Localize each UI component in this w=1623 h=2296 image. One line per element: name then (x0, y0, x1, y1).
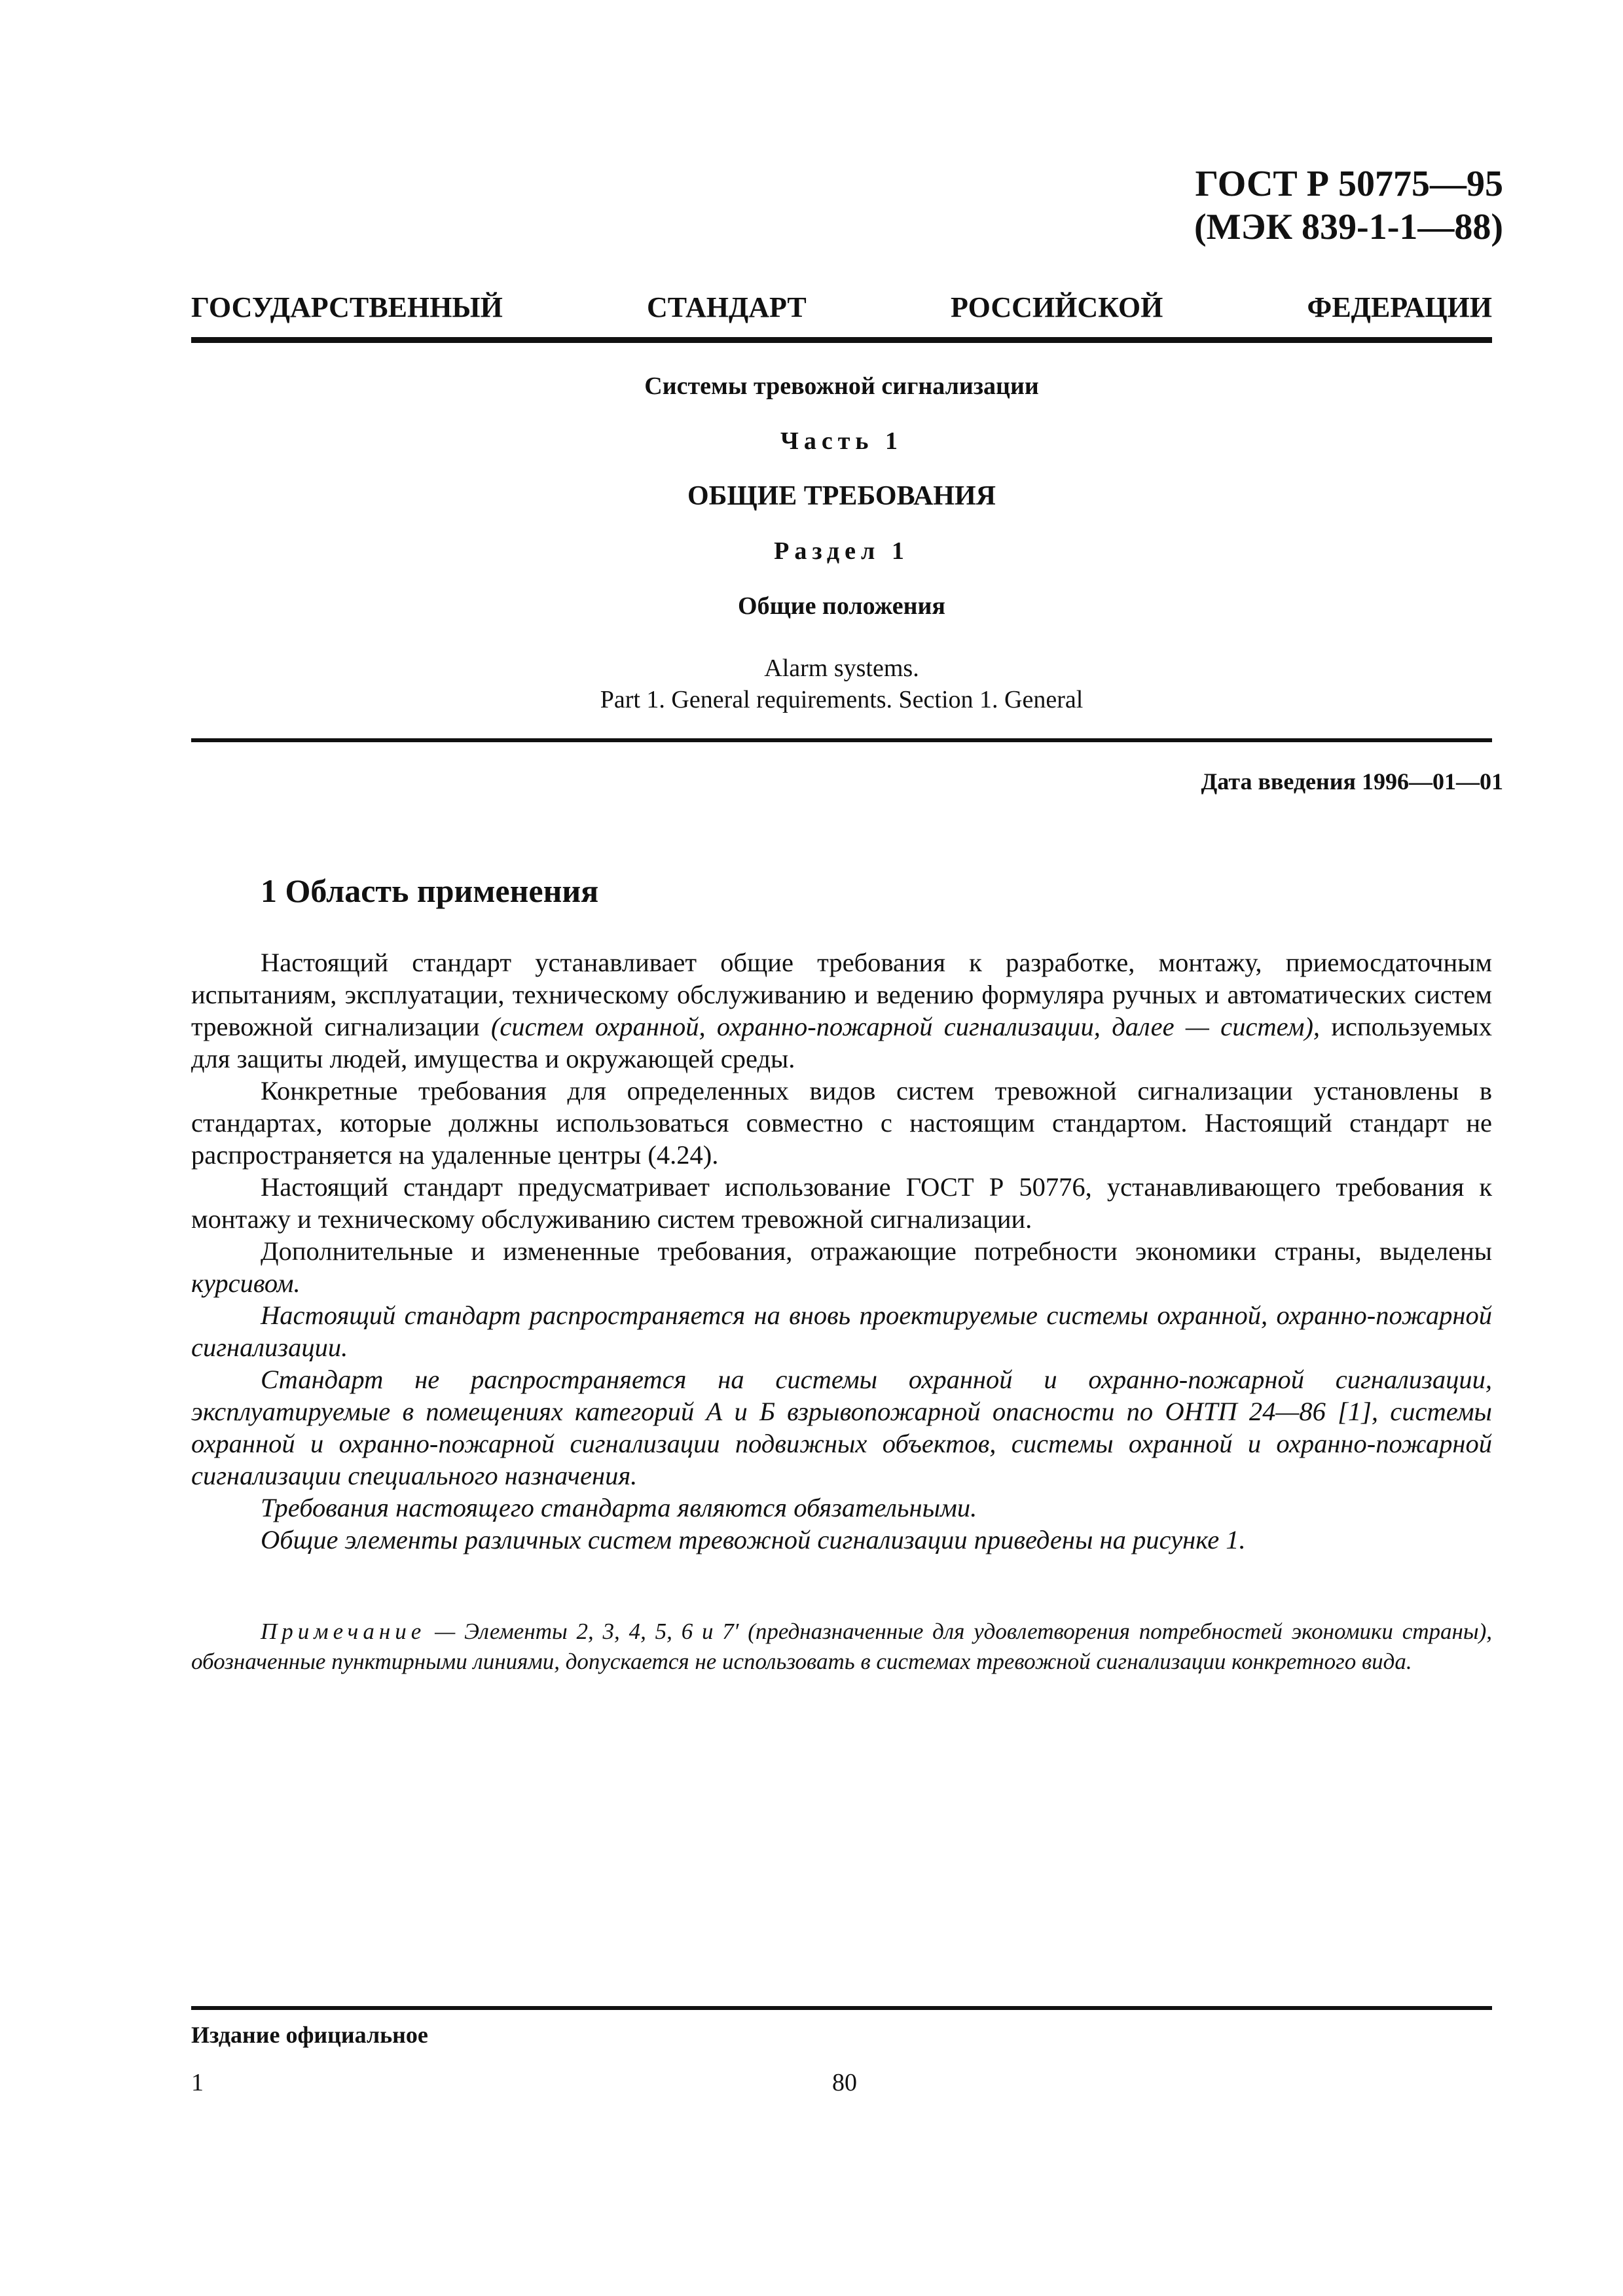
english-title-line-2: Part 1. General requirements. Section 1. General (600, 686, 1084, 713)
paragraph-2: Конкретные требования для определенных видов систем тревожной сигнализации установлены в стандартах, которые должны использоваться совместно с настоящим стандартом. Настоящий стандарт не распространяется на удаленные центры (4.24). (191, 1076, 1492, 1170)
title-general: Общие положения (738, 592, 945, 620)
section-heading: 1 Область применения (261, 872, 599, 909)
title-divider (191, 738, 1492, 742)
title-block (191, 370, 1492, 715)
title-systems: Системы тревожной сигнализации (644, 372, 1039, 400)
standard-number: ГОСТ Р 50775—95 (1195, 164, 1503, 204)
state-standard-title: ГОСУДАРСТВЕННЫЙ СТАНДАРТ РОССИЙСКОЙ ФЕДЕРАЦИИ (191, 291, 1492, 323)
note-label: Примечание (261, 1619, 426, 1644)
paragraph-7: Требования настоящего стандарта являются обязательными. (261, 1493, 977, 1522)
paragraph-5: Настоящий стандарт распространяется на вновь проектируемые системы охранной, охранно-пожарной сигнализации. (191, 1300, 1492, 1362)
standard-number-block (1194, 162, 1503, 249)
introduction-date: Дата введения 1996—01—01 (1201, 768, 1503, 795)
title-requirements: ОБЩИЕ ТРЕБОВАНИЯ (687, 481, 996, 511)
paragraph-8: Общие элементы различных систем тревожной сигнализации приведены на рисунке 1. (261, 1525, 1246, 1554)
note-text: — Элементы 2, 3, 4, 5, 6 и 7′ (предназначенные для удовлетворения потребностей экономики страны), обозначенные пунктирными линиями, допускается не использовать в системах тревожной сигнализации конкретного вида. (191, 1619, 1492, 1674)
paragraph-1: Настоящий стандарт устанавливает общие требования к разработке, монтажу, приемосдаточным испытаниям, эксплуатации, техническому обслуживанию и ведению формуляра ручных и автоматических систем тревожной сигнализации (систем охранной, охранно-пожарной сигнализации, далее — систем), используемых для защиты людей, имущества и окружающей среды. (191, 948, 1493, 1073)
paragraph-6: Стандарт не распространяется на системы охранной и охранно-пожарной сигнализации, эксплуатируемые в помещениях категорий А и Б взрывопожарной опасности по ОНТП 24—86 [1], системы охранной и охранно-пожарной сигнализации подвижных объектов, системы охранной и охранно-пожарной сигнализации специального назначения. (191, 1365, 1492, 1490)
official-edition: Издание официальное (191, 2022, 428, 2048)
sheet-number: 1 (191, 2069, 204, 2096)
title-part: Часть 1 (780, 427, 903, 455)
paragraph-4: Дополнительные и измененные требования, отражающие потребности экономики страны, выделены курсивом. (191, 1236, 1492, 1298)
page-number: 80 (832, 2069, 857, 2096)
english-title-line-1: Alarm systems. (764, 655, 919, 682)
paragraph-3: Настоящий стандарт предусматривает использование ГОСТ Р 50776, устанавливающего требования к монтажу и техническому обслуживанию систем тревожной сигнализации. (191, 1172, 1492, 1234)
iec-number: (МЭК 839-1-1—88) (1194, 207, 1503, 247)
note (191, 1617, 1492, 1677)
title-section: Раздел 1 (774, 537, 909, 565)
top-divider (191, 337, 1492, 343)
section-body (191, 946, 1492, 1556)
footer-divider (191, 2006, 1492, 2010)
